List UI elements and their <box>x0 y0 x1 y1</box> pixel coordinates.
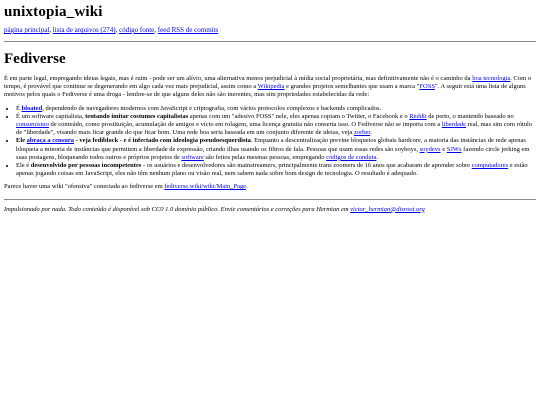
link-computers[interactable]: computadores <box>471 162 509 170</box>
page-wrapper <box>0 3 540 214</box>
list-text: de conteúdo, como prostituição, acumulação de amigos e vício em rolagem, uma licença gratuita não conserta isso. O Fediverse não se importa com a <box>48 121 442 129</box>
top-divider <box>4 41 536 42</box>
footer <box>4 206 536 214</box>
list-text: e <box>440 145 447 153</box>
list-text: e estão apenas jogando coisas em JavaScript, eles não têm nenhum plano ou visão real, nem sabem nada sobre bom design de tecnologia. O resultado é adequado. <box>16 162 528 178</box>
footer-text: Impulsionado por nada. Todo conteúdo é disponível sob CC0 1.0 domínio público. Envie comentários e correções para Hermian em <box>4 205 351 213</box>
top-nav <box>4 26 536 35</box>
intro-paragraph <box>4 75 536 100</box>
closing-paragraph <box>4 183 536 191</box>
link-consumerism[interactable]: consumismo <box>16 121 49 129</box>
list-text: de perto, o mantendo baseado no <box>426 112 514 120</box>
link-bloated-label: bloated <box>21 104 43 112</box>
nav-link-rss-feed[interactable]: feed RSS de commits <box>157 26 219 34</box>
link-soydevs[interactable]: soydevs <box>419 145 441 153</box>
list-text: É um software capitalista, <box>16 112 86 120</box>
list-text: É <box>16 104 22 112</box>
list-text: , dependendo de navegadores modernos com JavaScript e criptografia, com vários protocolos complexos e backends complicados. <box>42 104 382 112</box>
link-good-technology[interactable]: boa tecnologia <box>472 75 511 82</box>
link-bloated[interactable] <box>22 105 43 112</box>
link-freedom[interactable]: liberdade <box>441 121 467 129</box>
intro-text: É em parte legal, empregando ideias legais, mas é ruim - pode ser um alívio, uma alternativa menos prejudicial à mídia social proprietária, mas definitivamente não é o caminho da <box>4 75 473 82</box>
list-text: . <box>376 153 378 161</box>
nav-separator: , <box>49 26 53 34</box>
bold-censorship <box>16 137 251 144</box>
site-title: unixtopia_wiki <box>4 4 103 20</box>
list-text: - os usuários e desenvolvedores são mainstreamers, principalmente trans zoomers de 16 anos que acabaram de aprender sobre <box>141 162 472 170</box>
list-item-censorship <box>16 137 536 162</box>
link-fediverse-wiki[interactable]: fediverse.wiki/wiki/Main_Page <box>164 183 247 191</box>
list-text: fazendo circle jerking em suas postagens, bloqueando todos outros e próprios projetos de <box>16 145 530 161</box>
intro-text: e grandes projetos semelhantes que usam a marca " <box>284 83 420 91</box>
link-sjws[interactable]: SJWs <box>446 145 462 153</box>
list-text: . <box>370 129 372 137</box>
link-censorship[interactable]: abraça a censura <box>26 137 74 145</box>
link-wikipedia[interactable]: Wikipedia <box>257 83 285 91</box>
intro-text: ". A seguir está uma lista de alguns motivos pelos quais o Fediverse é uma droga - lembre-se de que alguns deles não são inerentes, mas sim propriedades estabelecidas da rede: <box>4 83 526 99</box>
nav-link-main-page[interactable]: página principal <box>4 26 50 34</box>
list-item-incompetent <box>16 162 536 178</box>
link-foss[interactable]: FOSS <box>419 83 435 91</box>
footer-divider <box>4 199 536 200</box>
link-reddit[interactable]: Reddit <box>409 112 427 120</box>
footer-email-link[interactable]: victor_hermian@disroot.org <box>350 205 425 213</box>
nav-link-source-code[interactable]: código fonte <box>119 26 155 34</box>
list-item-capitalist <box>16 113 536 138</box>
list-item-bloated <box>16 105 536 113</box>
link-software[interactable]: software <box>181 153 204 161</box>
reasons-list <box>4 105 536 179</box>
list-text: Ele <box>16 137 27 145</box>
bold-incompetent: desenvolvido por pessoas incompetentes <box>30 162 142 170</box>
nav-separator: , <box>115 26 120 34</box>
list-text: real, mas sim com rótulo de "liberdade", visando mais ficar grande do que ficar bom. Uma rede boa seria baseada em um conjunto diferente de ideias, veja <box>16 121 533 137</box>
bold-capitalist: tentando imitar costumes capitalistas <box>85 112 189 120</box>
page-title: Fediverse <box>4 51 66 67</box>
closing-text: . <box>246 183 248 191</box>
nav-separator: , <box>154 26 158 34</box>
list-text: . Enquanto a descentralização previne bloqueios globais hardcore, a maioria das instâncias de rede apenas bloqueia a minoria de instâncias que permitem a liberdade de expressão, criando ilhas usando os filtros de fala. Pessoas que usam essas redes são soyboys, <box>16 137 526 153</box>
list-text: Ele é <box>16 162 31 170</box>
link-codes-of-conduct[interactable]: códigos de conduta <box>326 153 377 161</box>
closing-text: Parece haver uma wiki "ofensiva" conectada ao fediverse em <box>4 183 165 191</box>
nav-link-file-list[interactable]: lista de arquivos (274) <box>52 26 116 34</box>
list-text: apenas com um "adesivo FOSS" nele, eles apenas copiam o Twitter, o Facebook e o <box>188 112 410 120</box>
link-zorber[interactable]: zorber <box>353 129 371 137</box>
list-text: são feitos pelas mesmas pessoas, empregando <box>203 153 327 161</box>
intro-text: . Com o tempo, é provável que continue se degenerando em algo cada vez mais prejudicial, assim como a <box>4 75 532 91</box>
list-text: - veja fediblock - e é infectado com ideologia pseudoesquerdista <box>73 137 251 145</box>
